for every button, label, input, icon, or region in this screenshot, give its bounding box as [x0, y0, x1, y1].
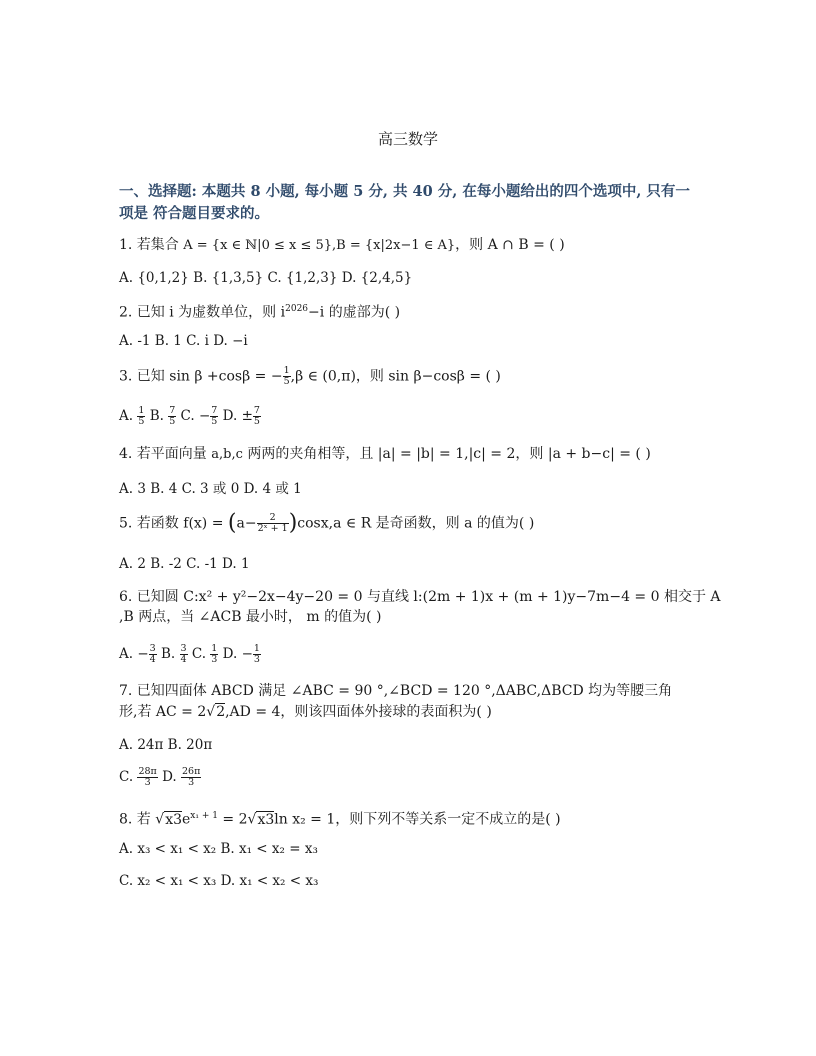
q3-opt-d-den: 5	[253, 416, 260, 427]
question-6-line-1: 6. 已知圆 C:x² + y²−2x−4y−20 = 0 与直线 l:(2m + 1)x + (m + 1)y−7m−4 = 0 相交于 A	[119, 589, 721, 605]
q7-opt-c: C.	[119, 769, 138, 785]
q8-sqrt-sign-1: √	[155, 811, 165, 828]
q3-frac-num: 1	[283, 365, 290, 376]
q3-opt-a-num: 1	[138, 405, 145, 416]
q7-line2-tail: ,AD = 4，则该四面体外接球的表面积为( )	[225, 704, 492, 720]
q5-paren-open: (	[227, 510, 237, 536]
q3-opt-b-num: 7	[169, 405, 176, 416]
q6-opt-a-den: 4	[149, 654, 156, 665]
q8-e: e	[182, 811, 191, 828]
q4-mid: 两两的夹角相等，且 |a| = |b| = 1,|c| = 2，则 |a + b−c| = ( )	[242, 446, 651, 462]
question-1	[119, 235, 565, 256]
q1-lead: 1. 若集合	[119, 237, 184, 253]
q6-opt-d-num: 1	[253, 643, 260, 654]
q7-opt-d-frac	[181, 767, 201, 788]
question-7-options-ab: A. 24π B. 20π	[119, 737, 213, 753]
q3-mid: ,β ∈ (0,π)，则 sin β−cosβ = ( )	[290, 368, 501, 385]
q7-opt-c-num: 28π	[138, 766, 157, 777]
question-8-options-ab: A. x₃ < x₁ < x₂ B. x₁ < x₂ = x₃	[119, 841, 318, 857]
q3-opt-a-den: 5	[138, 416, 145, 427]
q6-opt-d-frac	[253, 644, 261, 665]
q7-sqrt-sign: √	[206, 704, 216, 720]
q3-opt-a-frac	[137, 406, 145, 427]
q5-a-part: a−	[236, 515, 257, 532]
q3-opt-c-den: 5	[211, 416, 218, 427]
question-4-options: A. 3 B. 4 C. 3 或 0 D. 4 或 1	[119, 481, 302, 497]
question-5	[119, 510, 535, 536]
q3-opt-d-num: 7	[253, 405, 260, 416]
q3-opt-a: A.	[119, 408, 138, 424]
q6-opt-a-num: 3	[149, 643, 156, 654]
q8-lead: 8. 若	[119, 811, 156, 828]
q3-fraction	[283, 366, 291, 387]
q5-frac-den: 2ˣ + 1	[257, 523, 288, 534]
q1-math: A = {x ∈ ℕ|0 ≤ x ≤ 5},B = {x|2x−1 ∈ A}	[183, 238, 456, 253]
q7-opt-c-frac	[137, 767, 157, 788]
q6-opt-b-num: 3	[180, 643, 187, 654]
q6-opt-d-den: 3	[253, 654, 260, 665]
q6-opt-b-den: 4	[180, 654, 187, 665]
question-7-line-1: 7. 已知四面体 ABCD 满足 ∠ABC = 90 °,∠BCD = 120 °,ΔABC,ΔBCD 均为等腰三角	[119, 683, 673, 699]
q4-lead: 4. 若平面向量	[119, 446, 212, 462]
q2-lead: 2. 已知 i 为虚数单位，则 i	[119, 304, 286, 321]
q3-lead: 3. 已知 sin β +cosβ = −	[119, 368, 283, 385]
q6-opt-b-frac	[180, 644, 188, 665]
q6-opt-a: A. −	[119, 646, 149, 662]
q2-exponent: 2026	[285, 304, 309, 314]
q5-paren-close: )	[288, 510, 298, 536]
q8-exponent: x₁ + 1	[190, 811, 218, 821]
question-8-options-cd: C. x₂ < x₁ < x₃ D. x₁ < x₂ < x₃	[119, 873, 319, 889]
q7-opt-d: D.	[162, 769, 182, 785]
q3-opt-b-frac	[168, 406, 176, 427]
q2-tail: −i 的虚部为( )	[308, 304, 401, 321]
question-2-options: A. -1 B. 1 C. i D. −i	[119, 333, 248, 349]
q3-opt-c: C. −	[180, 408, 211, 424]
question-5-options: A. 2 B. -2 C. -1 D. 1	[119, 556, 250, 572]
q7-opt-d-num: 26π	[182, 766, 201, 777]
question-1-options: A. {0,1,2} B. {1,3,5} C. {1,2,3} D. {2,4,5}	[119, 270, 413, 286]
question-7-options-cd	[119, 767, 201, 788]
question-4	[119, 444, 651, 465]
q5-lead: 5. 若函数 f(x) =	[119, 515, 228, 532]
question-7-line-2	[119, 702, 492, 722]
q6-opt-c-frac	[210, 644, 218, 665]
q8-tail: ln x₂ = 1，则下列不等关系一定不成立的是( )	[274, 811, 561, 828]
q6-opt-d: D. −	[222, 646, 253, 662]
question-2	[119, 299, 400, 323]
q6-opt-c-den: 3	[211, 654, 218, 665]
q7-opt-c-den: 3	[144, 777, 151, 788]
q8-sqrt-2: x3	[257, 811, 275, 828]
q7-sqrt-value: 2	[216, 704, 226, 720]
q3-opt-b: B.	[149, 408, 169, 424]
q5-fraction	[257, 513, 289, 534]
q3-opt-b-den: 5	[169, 416, 176, 427]
q5-frac-num: 2	[257, 513, 289, 524]
q1-tail: ，则 A ∩ B = ( )	[455, 237, 565, 253]
question-3	[119, 366, 501, 387]
q3-frac-den: 5	[283, 376, 290, 387]
q7-line2-lead: 形,若 AC = 2	[119, 704, 207, 720]
question-3-options	[119, 406, 261, 427]
q3-opt-c-frac	[210, 406, 218, 427]
q6-opt-c-num: 1	[211, 643, 218, 654]
q3-opt-d: D. ±	[222, 408, 253, 424]
q8-sqrt-1: x3	[165, 811, 182, 828]
q6-opt-b: B.	[161, 646, 180, 662]
q5-tail: cosx,a ∈ R 是奇函数，则 a 的值为( )	[297, 515, 535, 532]
q3-opt-c-num: 7	[211, 405, 218, 416]
q8-mid: = 2	[217, 811, 248, 828]
q4-vectors: a,b,c	[211, 447, 243, 462]
q6-opt-a-frac	[149, 644, 157, 665]
question-6-line-2: ,B 两点，当 ∠ACB 最小时， m 的值为( )	[119, 609, 382, 625]
q6-opt-c: C.	[191, 646, 211, 662]
section-heading: 一、选择题: 本题共 8 小题, 每小题 5 分, 共 40 分, 在每小题给出的四个选项中, 只有一项是 符合题目要求的。	[119, 183, 690, 222]
q3-opt-d-frac	[253, 406, 261, 427]
question-8	[119, 806, 561, 830]
page-title: 高三数学	[377, 130, 438, 148]
question-6-options	[119, 644, 261, 665]
q7-opt-d-den: 3	[188, 777, 195, 788]
q8-sqrt-sign-2: √	[247, 811, 257, 828]
